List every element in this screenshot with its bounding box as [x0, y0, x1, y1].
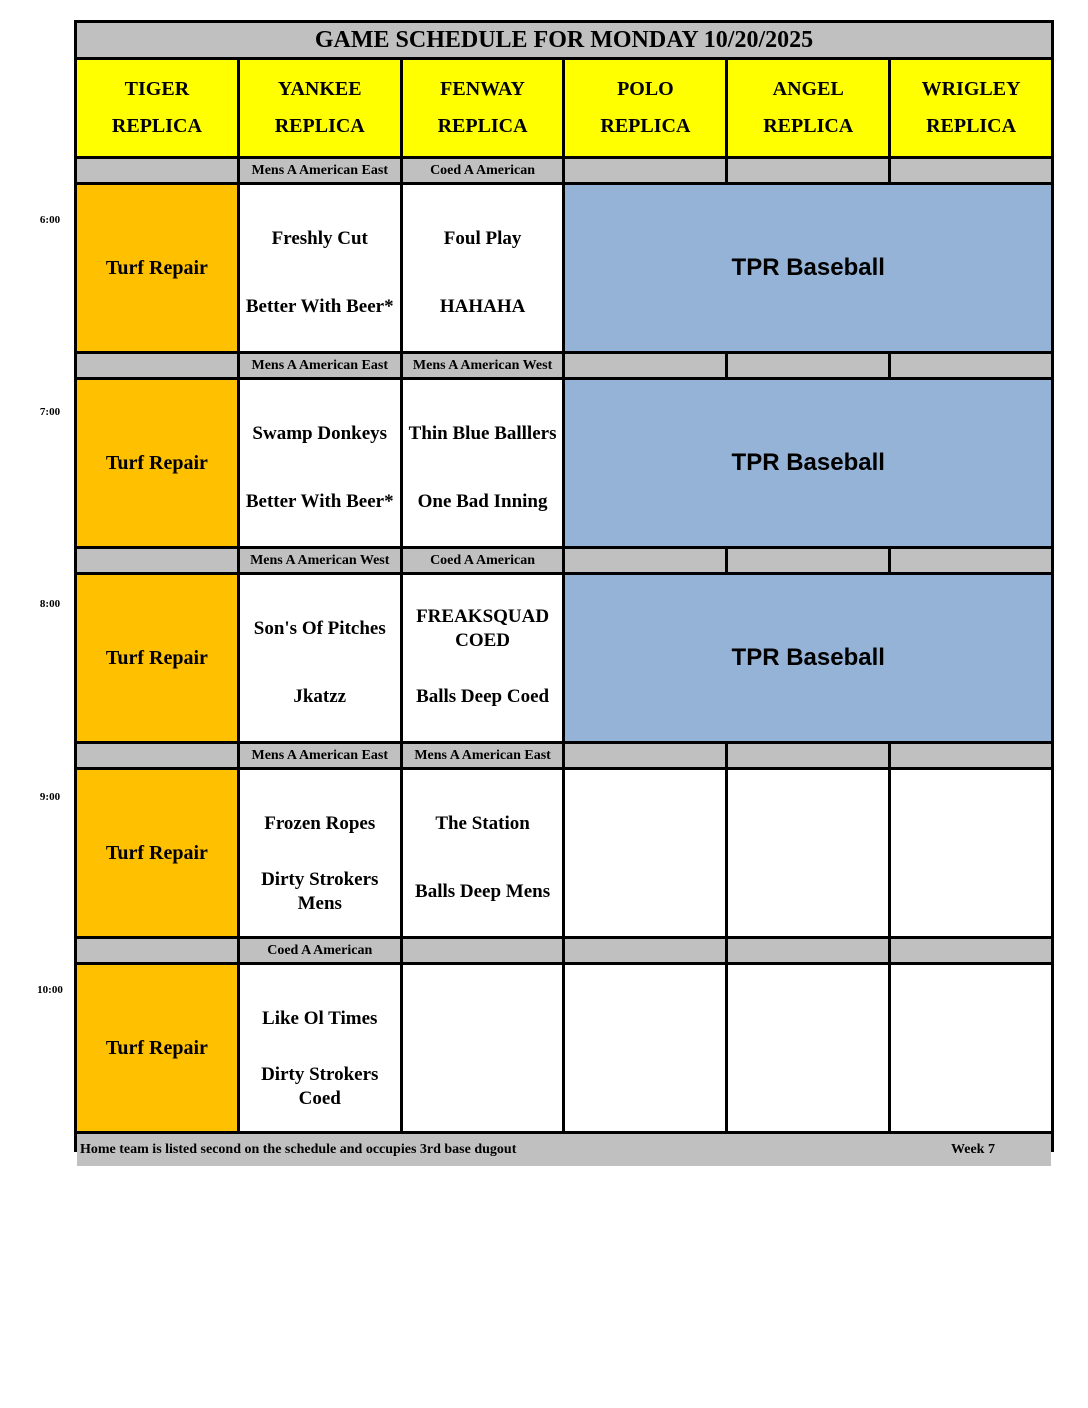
field-name: POLO	[617, 78, 674, 100]
away-team: Son's Of Pitches	[253, 618, 386, 639]
division-cell	[403, 939, 563, 962]
field-name: WRIGLEY	[921, 78, 1021, 100]
away-team: The Station	[435, 813, 530, 834]
division-cell	[77, 939, 237, 962]
game-cell	[240, 770, 400, 936]
away-team: Freshly Cut	[271, 228, 368, 249]
turf-repair-cell: Turf Repair	[77, 770, 237, 936]
division-cell	[891, 744, 1051, 767]
away-team: Swamp Donkeys	[252, 423, 388, 444]
division-cell: Mens A American West	[403, 354, 563, 377]
home-team: Better With Beer*	[245, 296, 394, 317]
home-team: Dirty Strokers Coed	[261, 1064, 379, 1109]
away-team: Frozen Ropes	[264, 813, 376, 834]
empty-slot	[891, 965, 1051, 1131]
division-cell: Mens A American East	[240, 744, 400, 767]
field-type: REPLICA	[763, 115, 854, 137]
division-cell	[77, 159, 237, 182]
turf-repair-cell: Turf Repair	[77, 185, 237, 351]
home-team: One Bad Inning	[417, 491, 548, 512]
field-header-angel	[728, 60, 888, 156]
division-cell	[77, 354, 237, 377]
schedule-title: GAME SCHEDULE FOR MONDAY 10/20/2025	[77, 23, 1051, 57]
home-team-note: Home team is listed second on the schedule and occupies 3rd base dugout	[80, 1142, 517, 1157]
field-header-fenway	[403, 60, 563, 156]
division-cell	[565, 744, 725, 767]
away-team: FREAKSQUAD COED	[416, 606, 550, 651]
empty-slot	[891, 770, 1051, 936]
division-cell	[728, 939, 888, 962]
division-cell	[728, 354, 888, 377]
game-cell	[403, 185, 563, 351]
home-team: Better With Beer*	[245, 491, 394, 512]
game-cell	[240, 380, 400, 546]
away-team: Foul Play	[443, 228, 522, 249]
turf-repair-cell: Turf Repair	[77, 575, 237, 741]
away-team: Thin Blue Balllers	[408, 423, 557, 444]
empty-slot	[565, 965, 725, 1131]
empty-slot	[403, 965, 563, 1131]
division-cell: Mens A American East	[240, 159, 400, 182]
division-cell	[77, 744, 237, 767]
tpr-baseball-block: TPR Baseball	[565, 575, 1051, 741]
time-label-10: 10:00	[37, 984, 63, 996]
field-header-wrigley	[891, 60, 1051, 156]
home-team: Dirty Strokers Mens	[261, 869, 379, 914]
week-label: Week 7	[951, 1142, 995, 1157]
division-cell: Coed A American	[403, 159, 563, 182]
division-cell	[891, 159, 1051, 182]
division-cell	[728, 744, 888, 767]
tpr-baseball-block: TPR Baseball	[565, 185, 1051, 351]
field-name: TIGER	[124, 78, 190, 100]
game-cell	[240, 965, 400, 1131]
empty-slot	[728, 965, 888, 1131]
time-label-6: 6:00	[39, 214, 61, 226]
home-team: Balls Deep Mens	[415, 881, 551, 902]
field-type: REPLICA	[926, 115, 1017, 137]
field-header-yankee	[240, 60, 400, 156]
field-type: REPLICA	[111, 115, 202, 137]
empty-slot	[728, 770, 888, 936]
division-cell	[565, 549, 725, 572]
field-header-polo	[565, 60, 725, 156]
turf-repair-cell: Turf Repair	[77, 380, 237, 546]
field-type: REPLICA	[274, 115, 365, 137]
turf-repair-cell: Turf Repair	[77, 965, 237, 1131]
division-cell	[891, 354, 1051, 377]
division-cell	[891, 939, 1051, 962]
game-cell	[240, 185, 400, 351]
division-cell	[728, 159, 888, 182]
empty-slot	[565, 770, 725, 936]
division-cell	[565, 939, 725, 962]
field-name: YANKEE	[277, 78, 362, 100]
division-cell: Coed A American	[403, 549, 563, 572]
home-team: HAHAHA	[439, 296, 526, 317]
game-cell	[240, 575, 400, 741]
schedule-table	[74, 20, 1054, 1157]
time-label-7: 7:00	[39, 406, 61, 418]
division-cell: Coed A American	[240, 939, 400, 962]
field-name: ANGEL	[772, 78, 844, 100]
division-cell	[565, 159, 725, 182]
field-name: FENWAY	[440, 78, 525, 100]
game-cell	[403, 575, 563, 741]
time-label-9: 9:00	[39, 791, 61, 803]
game-cell	[403, 380, 563, 546]
tpr-baseball-block: TPR Baseball	[565, 380, 1051, 546]
division-cell: Mens A American East	[240, 354, 400, 377]
division-cell	[565, 354, 725, 377]
time-column	[0, 0, 74, 1408]
division-cell	[77, 549, 237, 572]
division-cell: Mens A American East	[403, 744, 563, 767]
division-cell: Mens A American West	[240, 549, 400, 572]
field-type: REPLICA	[600, 115, 691, 137]
home-team: Balls Deep Coed	[416, 686, 550, 707]
away-team: Like Ol Times	[262, 1008, 378, 1029]
division-cell	[891, 549, 1051, 572]
division-cell	[728, 549, 888, 572]
field-header-tiger	[77, 60, 237, 156]
field-type: REPLICA	[437, 115, 528, 137]
game-cell	[403, 770, 563, 936]
home-team: Jkatzz	[293, 686, 347, 707]
time-label-8: 8:00	[39, 598, 61, 610]
schedule-footer	[77, 1134, 1051, 1166]
